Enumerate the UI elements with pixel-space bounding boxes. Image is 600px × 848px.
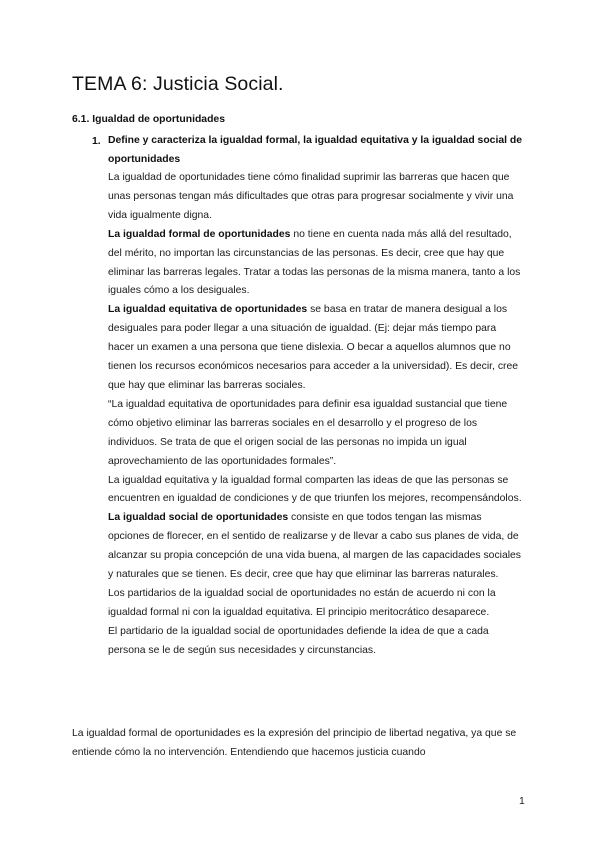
paragraph	[108, 585, 524, 623]
paragraph	[108, 301, 524, 396]
paragraph-text: consiste en que todos tengan las mismas opciones de florecer, en el sentido de realizarse y de llevar a cabo sus planes de vida, de alcanzar su propia concepción de una vida buena, al margen de las capacidades sociales y naturales que se tienen. Es decir, cree que hay que eliminar las barreras naturales.	[108, 512, 522, 581]
paragraph-term: La igualdad social de oportunidades	[108, 512, 289, 524]
closing-paragraph: La igualdad formal de oportunidades es la expresión del principio de libertad negativa, ya que se entiende cómo la no intervención. Entendiendo que hacemos justicia cuando	[72, 728, 517, 758]
paragraph-text: La igualdad equitativa y la igualdad formal comparten las ideas de que las personas se encuentren en igualdad de condiciones y de que triunfen los mejores, recompensándolos.	[108, 474, 522, 505]
question-number: 1.	[92, 136, 101, 147]
page-title: TEMA 6: Justicia Social.	[72, 73, 284, 95]
paragraph	[108, 472, 524, 510]
paragraph	[108, 169, 524, 226]
section-heading: 6.1. Igualdad de oportunidades	[72, 114, 225, 125]
paragraph	[108, 623, 524, 661]
paragraph-text: se basa en tratar de manera desigual a los desiguales para poder llegar a una situación de igualdad. (Ej: dejar más tiempo para hacer un examen a una persona que tiene dislexia. O becar a aquellos alumnos que no tienen los recursos económicos necesarios para acceder a la universidad). Es decir, cree que hay que eliminar las barreras sociales.	[108, 304, 519, 391]
paragraph	[108, 226, 524, 302]
closing-section	[72, 725, 534, 763]
paragraph-text: no tiene en cuenta nada más allá del resultado, del mérito, no importan las circunstancias de las personas. Es decir, cree que hay que eliminar las barreras legales. Tratar a todas las personas de la misma manera, tanto a los iguales cómo a los desiguales.	[108, 228, 521, 297]
page-number: 1	[519, 796, 525, 807]
paragraph-text: El partidario de la igualdad social de oportunidades defiende la idea de que a cada persona se le de según sus necesidades y circunstancias.	[108, 625, 489, 656]
question-text: Define y caracteriza la igualdad formal, la igualdad equitativa y la igualdad social de oportunidades	[108, 135, 523, 165]
paragraph	[108, 509, 524, 585]
paragraph-term: La igualdad formal de oportunidades	[108, 228, 291, 240]
answer-body	[108, 169, 524, 661]
paragraph	[108, 396, 524, 472]
paragraph-text: Los partidarios de la igualdad social de oportunidades no están de acuerdo ni con la igualdad formal ni con la igualdad equitativa. El principio meritocrático desaparece.	[108, 587, 496, 618]
paragraph-term: La igualdad equitativa de oportunidades	[108, 304, 308, 316]
paragraph-text: La igualdad de oportunidades tiene cómo finalidad suprimir las barreras que hacen que unas personas tengan más dificultades que otras para progresar socialmente y vivir una vida igualmente digna.	[108, 172, 514, 221]
paragraph-text: “La igualdad equitativa de oportunidades para definir esa igualdad sustancial que tiene cómo objetivo eliminar las barreras sociales en el desarrollo y el progreso de los individuos. Se trata de que el origen social de las personas no impida un igual aprovechamiento de las oportunidades formales”.	[108, 398, 508, 467]
